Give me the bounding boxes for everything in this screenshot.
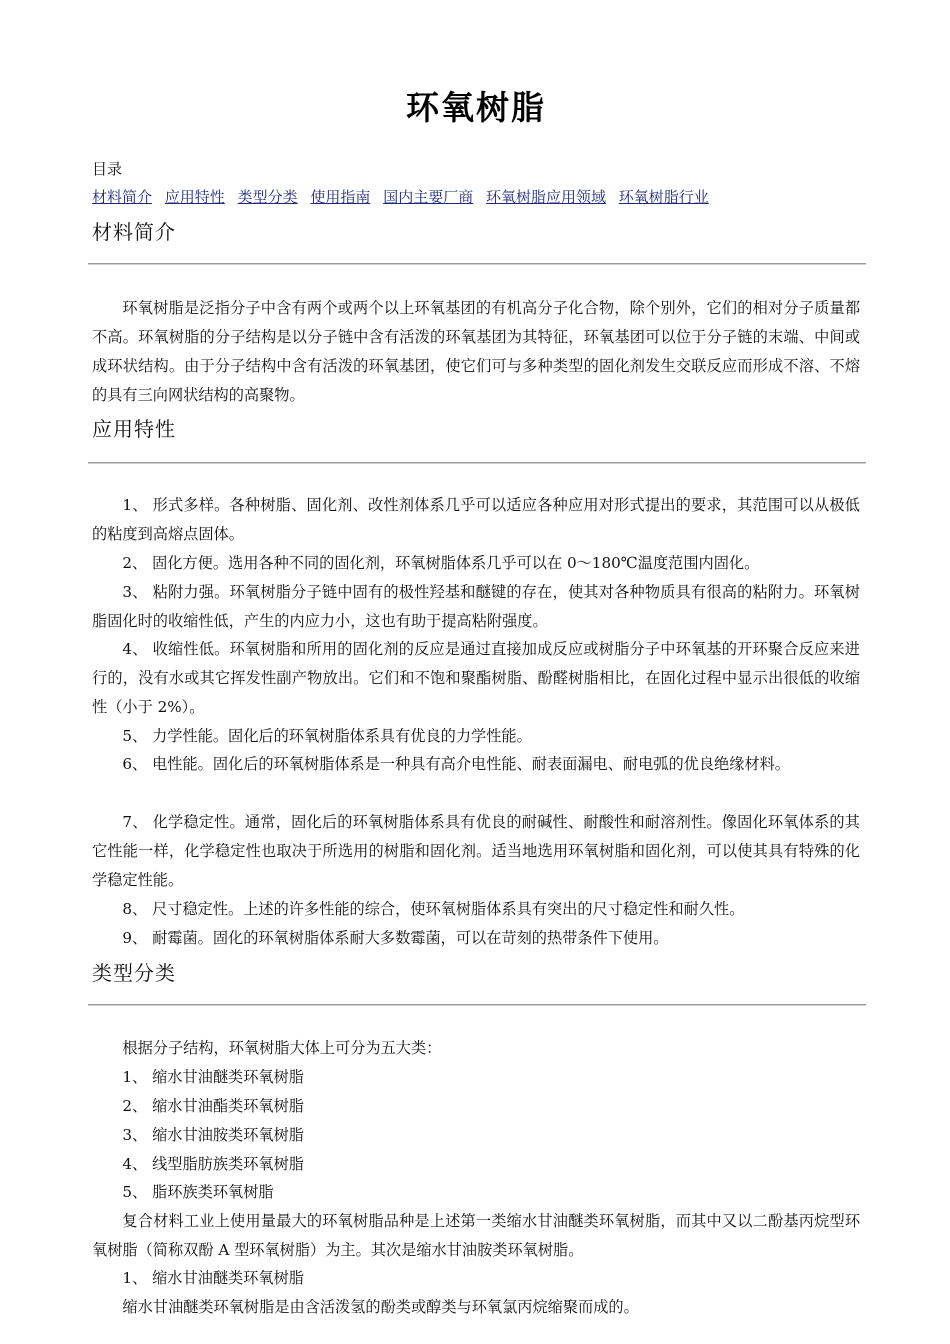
section-heading-types: 类型分类 xyxy=(92,961,176,985)
types-sub-text: 缩水甘油醚类环氧树脂是由含活泼氢的酚类或醇类与环氧氯丙烷缩聚而成的。 xyxy=(122,1298,639,1316)
section-heading-intro: 材料简介 xyxy=(92,220,176,244)
page-title: 环氧树脂 xyxy=(406,88,546,127)
toc-link-guide[interactable]: 使用指南 xyxy=(310,188,371,206)
type-item-5: 5、 脂环族类环氧树脂 xyxy=(122,1183,274,1201)
types-summary: 复合材料工业上使用量最大的环氧树脂品种是上述第一类缩水甘油醚类环氧树脂，而其中又以二酚基丙烷型环氧树脂（简称双酚 A 型环氧树脂）为主。其次是缩水甘油胺类环氧树脂。 xyxy=(92,1212,860,1259)
toc-link-applications[interactable]: 环氧树脂应用领域 xyxy=(485,188,606,206)
types-lead: 根据分子结构，环氧树脂大体上可分为五大类： xyxy=(122,1039,442,1057)
intro-paragraph: 环氧树脂是泛指分子中含有两个或两个以上环氧基团的有机高分子化合物，除个别外，它们的相对分子质量都不高。环氧树脂的分子结构是以分子链中含有活泼的环氧基团为其特征，环氧基团可以位于分子链的末端、中间或成环状结构。由于分子结构中含有活泼的环氧基团，使它们可与多种类型的固化剂发生交联反应而形成不溶、不熔的具有三向网状结构的高聚物。 xyxy=(92,299,860,404)
section-divider xyxy=(88,263,866,265)
section-heading-features: 应用特性 xyxy=(92,417,176,441)
section-divider xyxy=(88,462,866,464)
types-sub-item: 1、 缩水甘油醚类环氧树脂 xyxy=(122,1269,304,1287)
type-item-1: 1、 缩水甘油醚类环氧树脂 xyxy=(122,1068,304,1086)
toc-link-manufacturers[interactable]: 国内主要厂商 xyxy=(383,188,474,206)
feature-item-7: 7、 化学稳定性。通常，固化后的环氧树脂体系具有优良的耐碱性、耐酸性和耐溶剂性。像固化环氧体系的其它性能一样，化学稳定性也取决于所选用的树脂和固化剂。适当地选用环氧树脂和固化剂，可以使其具有特殊的化学稳定性能。 xyxy=(92,813,860,889)
feature-item-3: 3、 粘附力强。环氧树脂分子链中固有的极性羟基和醚键的存在，使其对各种物质具有很高的粘附力。环氧树脂固化时的收缩性低，产生的内应力小，这也有助于提高粘附强度。 xyxy=(92,583,860,630)
feature-item-6: 6、 电性能。固化后的环氧树脂体系是一种具有高介电性能、耐表面漏电、耐电弧的优良绝缘材料。 xyxy=(122,755,790,773)
type-item-4: 4、 线型脂肪族类环氧树脂 xyxy=(122,1155,304,1173)
section-divider xyxy=(88,1004,866,1006)
feature-item-2: 2、 固化方便。选用各种不同的固化剂，环氧树脂体系几乎可以在 0～180℃温度范围内固化。 xyxy=(122,554,760,572)
toc-link-intro[interactable]: 材料简介 xyxy=(92,188,153,206)
toc-link-features[interactable]: 应用特性 xyxy=(164,188,225,206)
toc-links xyxy=(92,186,717,207)
toc-link-types[interactable]: 类型分类 xyxy=(237,188,298,206)
feature-item-8: 8、 尺寸稳定性。上述的许多性能的综合，使环氧树脂体系具有突出的尺寸稳定性和耐久性。 xyxy=(122,900,745,918)
feature-item-1: 1、 形式多样。各种树脂、固化剂、改性剂体系几乎可以适应各种应用对形式提出的要求，其范围可以从极低的粘度到高熔点固体。 xyxy=(92,496,860,543)
feature-item-4: 4、 收缩性低。环氧树脂和所用的固化剂的反应是通过直接加成反应或树脂分子中环氧基的开环聚合反应来进行的，没有水或其它挥发性副产物放出。它们和不饱和聚酯树脂、酚醛树脂相比，在固化过程中显示出很低的收缩性（小于 2%）。 xyxy=(92,640,860,716)
feature-item-9: 9、 耐霉菌。固化的环氧树脂体系耐大多数霉菌，可以在苛刻的热带条件下使用。 xyxy=(122,929,669,947)
toc-link-industry[interactable]: 环氧树脂行业 xyxy=(618,188,709,206)
type-item-2: 2、 缩水甘油酯类环氧树脂 xyxy=(122,1097,304,1115)
type-item-3: 3、 缩水甘油胺类环氧树脂 xyxy=(122,1126,304,1144)
toc-label: 目录 xyxy=(92,160,123,178)
feature-item-5: 5、 力学性能。固化后的环氧树脂体系具有优良的力学性能。 xyxy=(122,727,532,745)
